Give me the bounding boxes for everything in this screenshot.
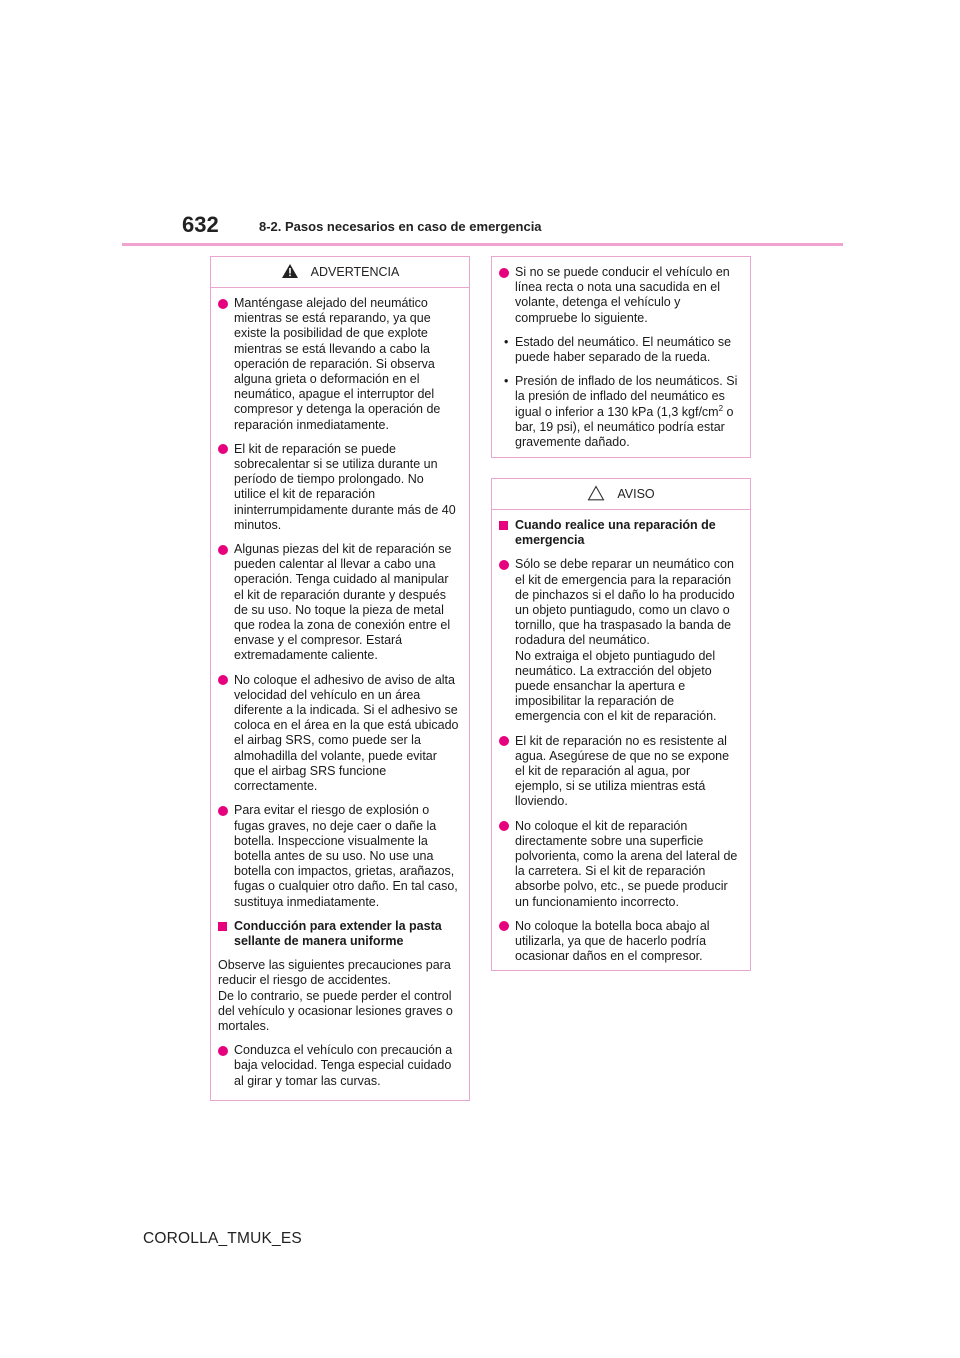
notice-box: [491, 478, 751, 971]
bullet-dot-icon: [218, 444, 228, 454]
notice-body: [492, 510, 750, 981]
warning-item-text: Manténgase alejado del neumático mientras se está reparando, ya que existe la posibilidad de que explote mientras se está llevando a cabo la operación de reparación. Si observa alguna grieta o deformación en el neumático, apague el interruptor del compresor y detenga la operación de reparación inmediatamente.: [234, 296, 441, 432]
warning-paragraph: [218, 958, 459, 1034]
warning-cont-item: [499, 265, 740, 326]
bullet-dot-icon: [499, 268, 509, 278]
warning-paragraph-2: De lo contrario, se puede perder el control del vehículo y ocasionar lesiones graves o mortales.: [218, 988, 453, 1033]
bullet-dot-icon: [499, 821, 509, 831]
check-item-text: [515, 374, 740, 450]
notice-item-1b: No extraiga el objeto puntiagudo del neumático. La extracción del objeto puede ensanchar la apertura e imposibilitar la reparación de emergencia con el kit de reparación.: [515, 648, 717, 724]
header-rule: [122, 243, 843, 246]
bullet-dot-icon: [499, 736, 509, 746]
small-bullet-icon: •: [504, 374, 509, 389]
warning-item-text: Algunas piezas del kit de reparación se pueden calentar al llevar a cabo una operación. Tenga cuidado al manipular el kit de reparación durante y después de su uso. No toque la pieza de metal que rodea la zona de conexión entre el envase y el compresor. Estará extremadamente caliente.: [234, 542, 452, 663]
notice-item-text: No coloque el kit de reparación directamente sobre una superficie polvorienta, como la arena del lateral de la carretera. Si el kit de reparación absorbe polvo, etc., se puede producir un funcionamiento incorrecto.: [515, 818, 738, 909]
warning-title: ADVERTENCIA: [310, 265, 400, 279]
bullet-square-icon: [499, 521, 508, 530]
warning-item: [218, 542, 459, 664]
bullet-dot-icon: [218, 675, 228, 685]
check-text-a: Presión de inflado de los neumáticos. Si la presión de inflado del neumático es igual o inferior a 130 kPa (1,3 kgf/cm: [515, 374, 738, 419]
bullet-dot-icon: [218, 1046, 228, 1056]
warning-subheading-text: Conducción para extender la pasta sellante de manera uniforme: [234, 918, 442, 948]
notice-item-text: No coloque la botella boca abajo al utilizarla, ya que de hacerlo podría ocasionar daños en el compresor.: [515, 918, 710, 964]
notice-item-text: [515, 557, 740, 724]
warning-item: [218, 803, 459, 909]
check-text-b: o bar, 19 psi), el neumático podría estar gravemente dañado.: [515, 404, 734, 450]
footer-document-id: COROLLA_TMUK_ES: [143, 1230, 302, 1247]
bullet-dot-icon: [499, 560, 509, 570]
page-number: 632: [182, 212, 219, 237]
warning-item: [218, 1043, 459, 1089]
section-title: 8-2. Pasos necesarios en caso de emergencia: [259, 219, 542, 234]
warning-cont-intro: Si no se puede conducir el vehículo en línea recta o nota una sacudida en el volante, detenga el vehículo y compruebe lo siguiente.: [515, 265, 730, 325]
warning-continuation-box: [491, 256, 751, 458]
warning-triangle-filled-icon: [281, 263, 299, 282]
warning-body: [211, 288, 469, 1106]
notice-item: [499, 919, 740, 965]
notice-subheading-text: Cuando realice una reparación de emergencia: [515, 518, 716, 548]
warning-item-text: El kit de reparación se puede sobrecalentar si se utiliza durante un período de tiempo prolongado. No utilice el kit de reparación ininterrumpidamente durante más de 40 minutos.: [234, 441, 456, 532]
notice-subheading: [499, 518, 740, 548]
notice-item-text: El kit de reparación no es resistente al agua. Asegúrese de que no se expone el kit de reparación al agua, por ejemplo, si se utiliza mientras está lloviendo.: [515, 733, 730, 809]
warning-item: [218, 296, 459, 433]
check-item: [504, 335, 740, 365]
warning-box: [210, 256, 470, 1101]
warning-paragraph-1: Observe las siguientes precauciones para reducir el riesgo de accidentes.: [218, 958, 451, 988]
notice-item: [499, 819, 740, 910]
notice-item-1a: Sólo se debe reparar un neumático con el kit de emergencia para la reparación de pinchazos si el daño lo ha producido un objeto puntiagudo, como un clavo o tornillo, que ha traspasado la banda de rodadura del neumático.: [515, 557, 735, 648]
warning-item-text: Para evitar el riesgo de explosión o fugas graves, no deje caer o dañe la botella. Inspeccione visualmente la botella antes de su uso. No use una botella con impactos, grietas, arañazos, fugas o cualquier otro daño. En tal caso, sustituya inmediatamente.: [234, 803, 458, 909]
warning-triangle-outline-icon: [587, 485, 605, 504]
warning-item: [218, 673, 459, 795]
warning-continuation-body: [492, 257, 750, 467]
notice-item: [499, 734, 740, 810]
small-bullet-icon: •: [504, 334, 509, 349]
check-item: [504, 374, 740, 450]
warning-box-header: [211, 257, 469, 288]
notice-item: [499, 557, 740, 724]
bullet-dot-icon: [218, 299, 228, 309]
warning-item-text: Conduzca el vehículo con precaución a baja velocidad. Tenga especial cuidado al girar y tomar las curvas.: [234, 1043, 453, 1088]
bullet-dot-icon: [499, 921, 509, 931]
notice-box-header: [492, 479, 750, 510]
warning-item: [218, 442, 459, 533]
check-item-text: Estado del neumático. El neumático se puede haber separado de la rueda.: [515, 334, 732, 365]
superscript-2: 2: [718, 403, 724, 413]
bullet-dot-icon: [218, 806, 228, 816]
warning-subheading: [218, 919, 459, 949]
bullet-dot-icon: [218, 545, 228, 555]
warning-item-text: No coloque el adhesivo de aviso de alta velocidad del vehículo en un área diferente a la indicada. Si el adhesivo se coloca en el área en la que está ubicado el airbag SRS, como puede ser la almohadilla del volante, puede evitar que el airbag SRS funcione correctamente.: [234, 672, 459, 794]
bullet-square-icon: [218, 922, 227, 931]
notice-title: AVISO: [617, 487, 655, 501]
